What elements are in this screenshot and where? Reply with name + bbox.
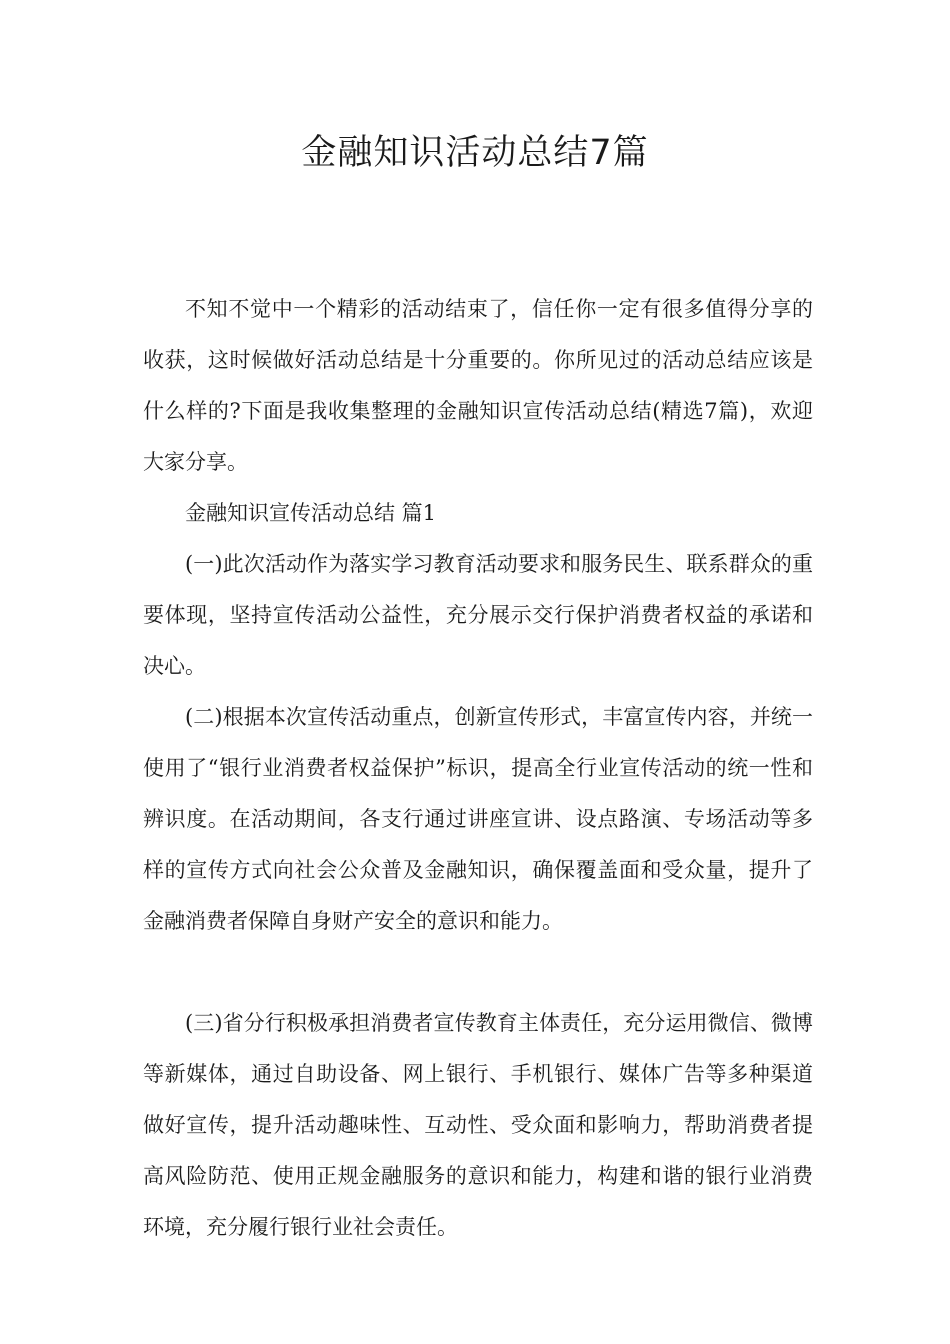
body-paragraph-1: (一)此次活动作为落实学习教育活动要求和服务民生、联系群众的重要体现，坚持宣传活动公益性，充分展示交行保护消费者权益的承诺和决心。	[143, 552, 813, 678]
paragraph-spacer	[143, 947, 813, 998]
document-title: 金融知识活动总结7篇	[301, 133, 649, 173]
body-paragraph-3: (三)省分行积极承担消费者宣传教育主体责任，充分运用微信、微博等新媒体，通过自助设备、网上银行、手机银行、媒体广告等多种渠道做好宣传，提升活动趣味性、互动性、受众面和影响力，帮助消费者提高风险防范、使用正规金融服务的意识和能力，构建和谐的银行业消费环境，充分履行银行业社会责任。	[143, 1011, 813, 1239]
body-paragraph-2: (二)根据本次宣传活动重点，创新宣传形式，丰富宣传内容，并统一使用了“银行业消费者权益保护”标识，提高全行业宣传活动的统一性和辨识度。在活动期间，各支行通过讲座宣讲、设点路演、专场活动等多样的宣传方式向社会公众普及金融知识，确保覆盖面和受众量，提升了金融消费者保障自身财产安全的意识和能力。	[143, 705, 813, 933]
intro-paragraph: 不知不觉中一个精彩的活动结束了，信任你一定有很多值得分享的收获，这时候做好活动总结是十分重要的。你所见过的活动总结应该是什么样的?下面是我收集整理的金融知识宣传活动总结(精选7篇)，欢迎大家分享。	[143, 297, 813, 474]
document-body	[143, 284, 813, 1253]
section-heading: 金融知识宣传活动总结 篇1	[185, 501, 437, 525]
